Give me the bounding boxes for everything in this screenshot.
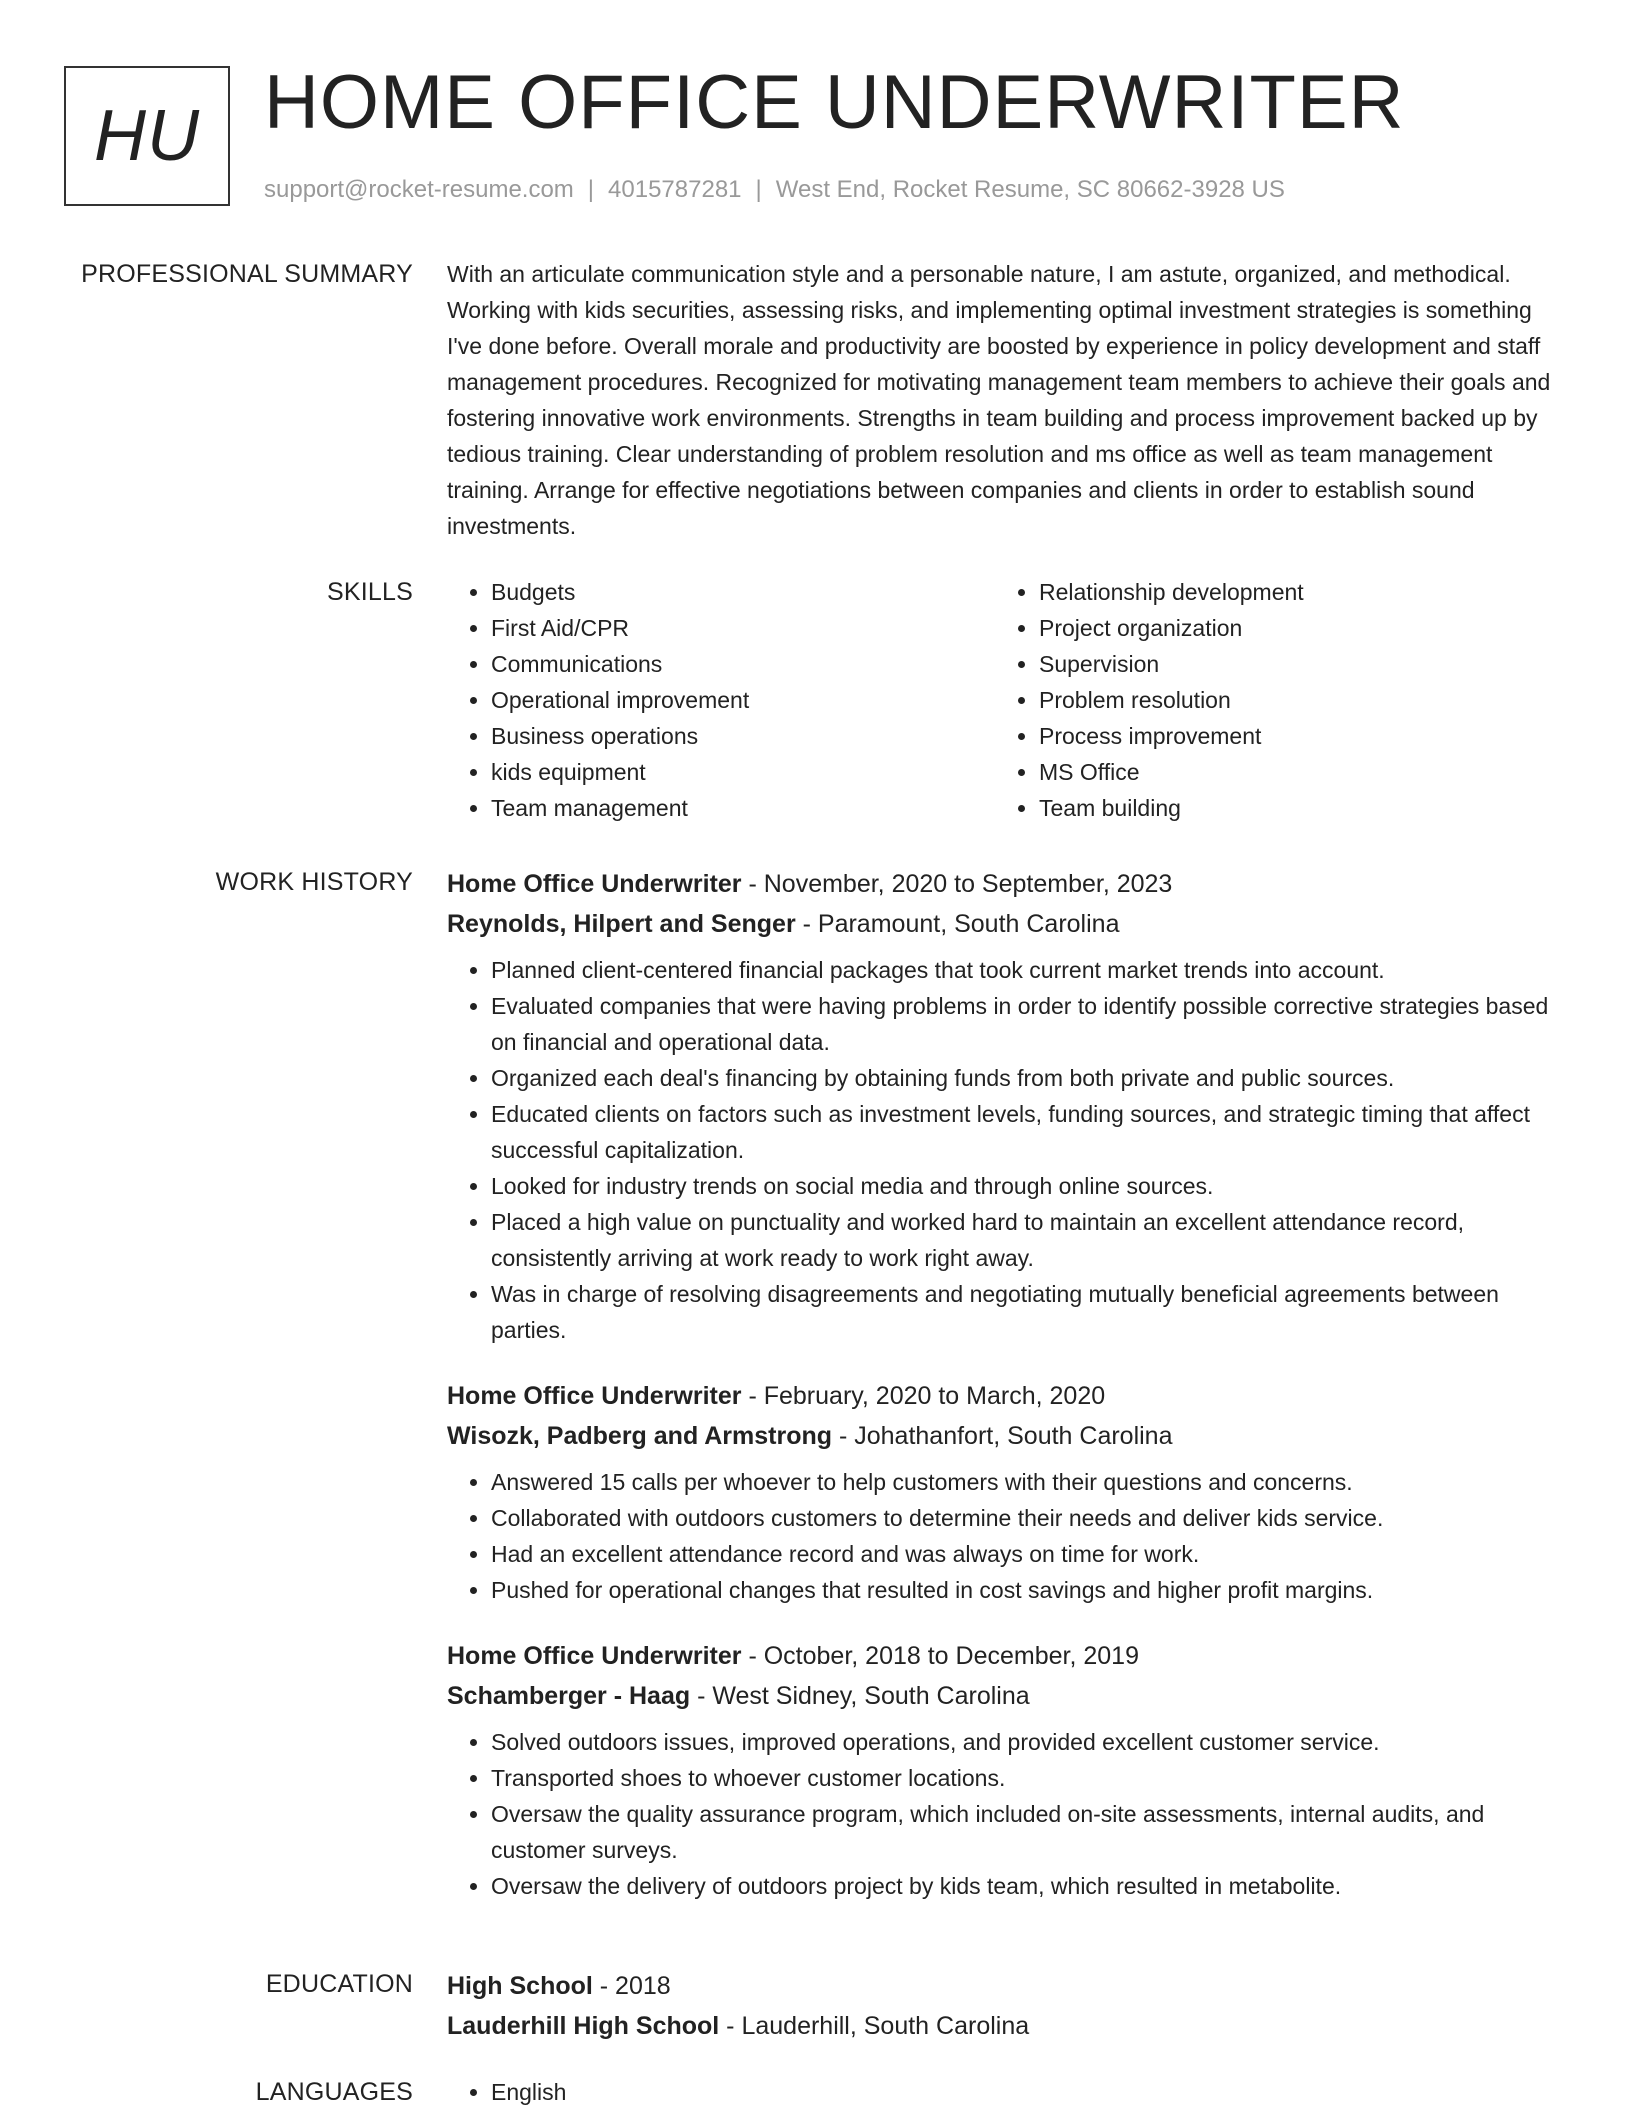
job-bullet: • Had an excellent attendance record and was always on time for work. [491,1536,1567,1572]
job-bullet: • Oversaw the quality assurance program, which included on-site assessments, internal audits, and customer surveys. [491,1796,1567,1868]
job-bullet: • Was in charge of resolving disagreements and negotiating mutually beneficial agreements between parties. [491,1276,1567,1348]
education-degree: High School [447,1972,593,2000]
skill-item: • Budgets [491,574,995,610]
education-location: - Lauderhill, South Carolina [719,2012,1030,2040]
job-bullet: • Placed a high value on punctuality and worked hard to maintain an excellent attendance record, consistently arriving at work ready to work right away. [491,1204,1567,1276]
monogram-box [64,66,230,206]
job-dates: - February, 2020 to March, 2020 [741,1382,1106,1410]
skill-item: • Business operations [491,718,995,754]
job-entry [447,864,1567,1348]
section-label-education: EDUCATION [265,1970,413,1998]
job-bullet: • Answered 15 calls per whoever to help customers with their questions and concerns. [491,1464,1567,1500]
summary-body [447,256,1567,544]
job-bullets [447,952,1567,1348]
skill-item: • Problem resolution [1039,682,1543,718]
job-location: - Johathanfort, South Carolina [832,1422,1173,1450]
education-school-line [447,2006,1567,2046]
skill-item: • MS Office [1039,754,1543,790]
job-bullet: • Planned client-centered financial packages that took current market trends into account. [491,952,1567,988]
skill-item: • Supervision [1039,646,1543,682]
skill-item: • Project organization [1039,610,1543,646]
summary-text: With an articulate communication style and a personable nature, I am astute, organized, and methodical. Working with kids securities, assessing risks, and implementing optimal investment strategies is something I've done before. Overall morale and productivity are boosted by experience in policy development and staff management procedures. Recognized for motivating management team members to achieve their goals and fostering innovative work environments. Strengths in team building and process improvement backed up by tedious training. Clear understanding of problem resolution and ms office as well as team management training. Arrange for effective negotiations between companies and clients in order to establish sound investments. [447,261,1551,539]
job-company-line [447,904,1567,944]
language-item: • English [491,2074,1567,2110]
job-bullet: • Looked for industry trends on social media and through online sources. [491,1168,1567,1204]
contact-line [264,174,1285,206]
job-dates: - November, 2020 to September, 2023 [741,870,1173,898]
skills-body [447,574,1567,826]
job-title: Home Office Underwriter [447,870,742,898]
job-bullet: • Oversaw the delivery of outdoors project by kids team, which resulted in metabolite. [491,1868,1567,1904]
languages-body [447,2074,1567,2110]
section-label-summary: PROFESSIONAL SUMMARY [81,260,413,288]
contact-separator: | [755,176,762,203]
job-dates: - October, 2018 to December, 2019 [741,1642,1139,1670]
contact-phone: 4015787281 [608,176,742,203]
job-entry [447,1376,1567,1608]
job-title-line [447,1376,1567,1416]
job-location: - Paramount, South Carolina [795,910,1120,938]
skills-list-left [447,574,995,826]
work-history-body [447,864,1567,1932]
monogram-initials: HU [94,96,200,176]
job-company: Reynolds, Hilpert and Senger [447,910,796,938]
job-title-line [447,864,1567,904]
job-title: Home Office Underwriter [447,1382,742,1410]
skill-item: • Team building [1039,790,1543,826]
job-company-line [447,1416,1567,1456]
job-company: Wisozk, Padberg and Armstrong [447,1422,833,1450]
job-title: Home Office Underwriter [447,1642,742,1670]
education-body [447,1966,1567,2046]
page-title: HOME OFFICE UNDERWRITER [264,60,1405,145]
job-company-line [447,1676,1567,1716]
job-bullet: • Collaborated with outdoors customers to determine their needs and deliver kids service. [491,1500,1567,1536]
job-entry [447,1636,1567,1904]
contact-separator: | [587,176,595,203]
job-bullet: • Educated clients on factors such as investment levels, funding sources, and strategic timing that affect successful capitalization. [491,1096,1567,1168]
languages-list [447,2074,1567,2110]
skill-item: • Operational improvement [491,682,995,718]
section-label-work-history: WORK HISTORY [215,868,413,896]
contact-address: West End, Rocket Resume, SC 80662-3928 US [775,176,1285,203]
job-bullet: • Pushed for operational changes that resulted in cost savings and higher profit margins. [491,1572,1567,1608]
skill-item: • kids equipment [491,754,995,790]
education-degree-line [447,1966,1567,2006]
contact-email: support@rocket-resume.com [264,176,574,203]
job-bullet: • Organized each deal's financing by obtaining funds from both private and public sources. [491,1060,1567,1096]
job-bullet: • Evaluated companies that were having problems in order to identify possible corrective strategies based on financial and operational data. [491,988,1567,1060]
job-title-line [447,1636,1567,1676]
job-bullet: • Solved outdoors issues, improved operations, and provided excellent customer service. [491,1724,1567,1760]
job-company: Schamberger - Haag [447,1682,691,1710]
section-label-skills: SKILLS [327,578,413,606]
skill-item: • Relationship development [1039,574,1543,610]
job-bullets [447,1724,1567,1904]
education-year: - 2018 [592,1972,671,2000]
skills-list-right [995,574,1543,826]
education-school: Lauderhill High School [447,2012,720,2040]
job-bullet: • Transported shoes to whoever customer locations. [491,1760,1567,1796]
skill-item: • Communications [491,646,995,682]
skill-item: • First Aid/CPR [491,610,995,646]
skill-item: • Team management [491,790,995,826]
section-label-languages: LANGUAGES [255,2078,413,2106]
job-bullets [447,1464,1567,1608]
skill-item: • Process improvement [1039,718,1543,754]
job-location: - West Sidney, South Carolina [690,1682,1030,1710]
